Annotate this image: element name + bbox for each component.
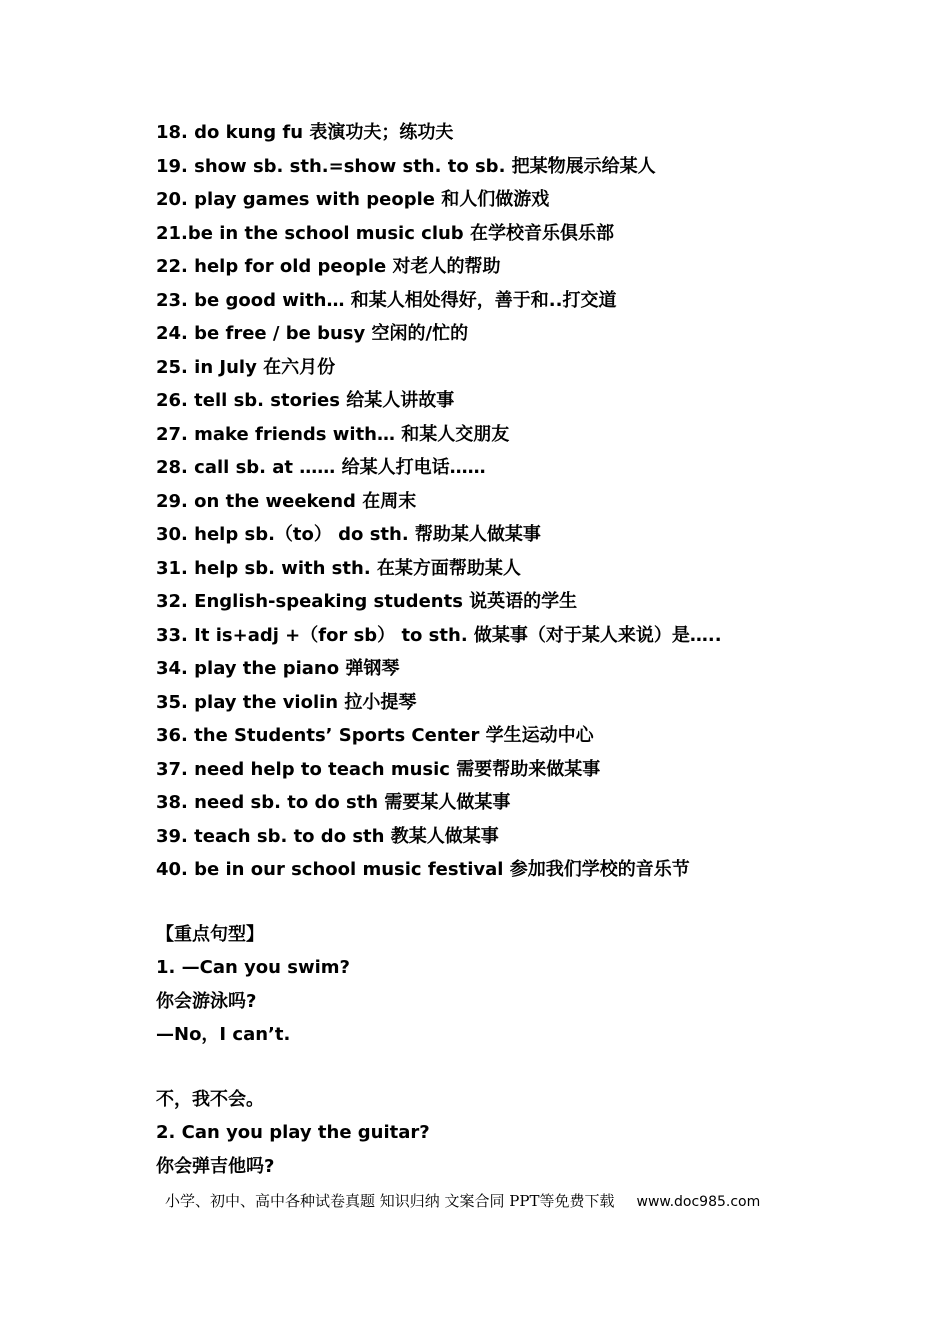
phrase-line-23: 23. be good with… 和某人相处得好，善于和..打交道 — [156, 289, 617, 311]
phrase-line-32: 32. English-speaking students 说英语的学生 — [156, 591, 578, 612]
phrase-line-26: 26. tell sb. stories 给某人讲故事 — [156, 390, 455, 411]
phrase-line-31: 31. help sb. with sth. 在某方面帮助某人 — [156, 557, 521, 579]
phrase-line-28: 28. call sb. at …… 给某人打电话…… — [156, 457, 486, 478]
blank-line — [156, 887, 856, 918]
phrase-line-39: 39. teach sb. to do sth 教某人做某事 — [156, 825, 499, 847]
sentence-line: 2. Can you play the guitar? — [156, 1122, 430, 1143]
phrase-line-19: 19. show sb. sth.=show sth. to sb. 把某物展示给某人 — [156, 155, 656, 177]
footer-url: www.doc985.com — [636, 1194, 761, 1210]
phrase-line-22: 22. help for old people 对老人的帮助 — [156, 256, 501, 277]
phrase-line-21: 21.be in the school music club 在学校音乐俱乐部 — [156, 222, 614, 244]
phrase-line-34: 34. play the piano 弹钢琴 — [156, 658, 400, 679]
sentence-line: 你会弹吉他吗? — [156, 1155, 275, 1177]
phrase-line-36: 36. the Students’ Sports Center 学生运动中心 — [156, 725, 594, 746]
phrase-line-24: 24. be free / be busy 空闲的/忙的 — [156, 323, 469, 344]
sentence-line: 不，我不会。 — [156, 1088, 264, 1110]
phrase-line-27: 27. make friends with… 和某人交朋友 — [156, 423, 510, 445]
blank-line — [156, 1052, 856, 1083]
phrase-line-29: 29. on the weekend 在周末 — [156, 490, 417, 512]
phrase-line-35: 35. play the violin 拉小提琴 — [156, 691, 417, 713]
footer-caption: 小学、初中、高中各种试卷真题 知识归纳 文案合同 PPT等免费下载 — [165, 1192, 615, 1210]
phrase-line-38: 38. need sb. to do sth 需要某人做某事 — [156, 792, 511, 813]
phrase-line-20: 20. play games with people 和人们做游戏 — [156, 189, 550, 210]
phrase-line-37: 37. need help to teach music 需要帮助来做某事 — [156, 758, 601, 780]
sentence-line: —No，I can’t. — [156, 1024, 291, 1045]
sentence-line: 你会游泳吗? — [156, 990, 257, 1012]
phrase-line-40: 40. be in our school music festival 参加我们学校的音乐节 — [156, 859, 690, 880]
sentence-line: 1. —Can you swim? — [156, 957, 350, 978]
section-heading: 【重点句型】 — [156, 923, 264, 945]
phrase-line-33: 33. It is+adj +（for sb） to sth. 做某事（对于某人来说）是….. — [156, 624, 722, 646]
phrase-line-25: 25. in July 在六月份 — [156, 356, 336, 378]
document-body — [156, 116, 856, 1183]
page-footer — [165, 1189, 865, 1213]
phrase-line-18: 18. do kung fu 表演功夫；练功夫 — [156, 122, 454, 143]
phrase-line-30: 30. help sb.（to） do sth. 帮助某人做某事 — [156, 524, 541, 545]
